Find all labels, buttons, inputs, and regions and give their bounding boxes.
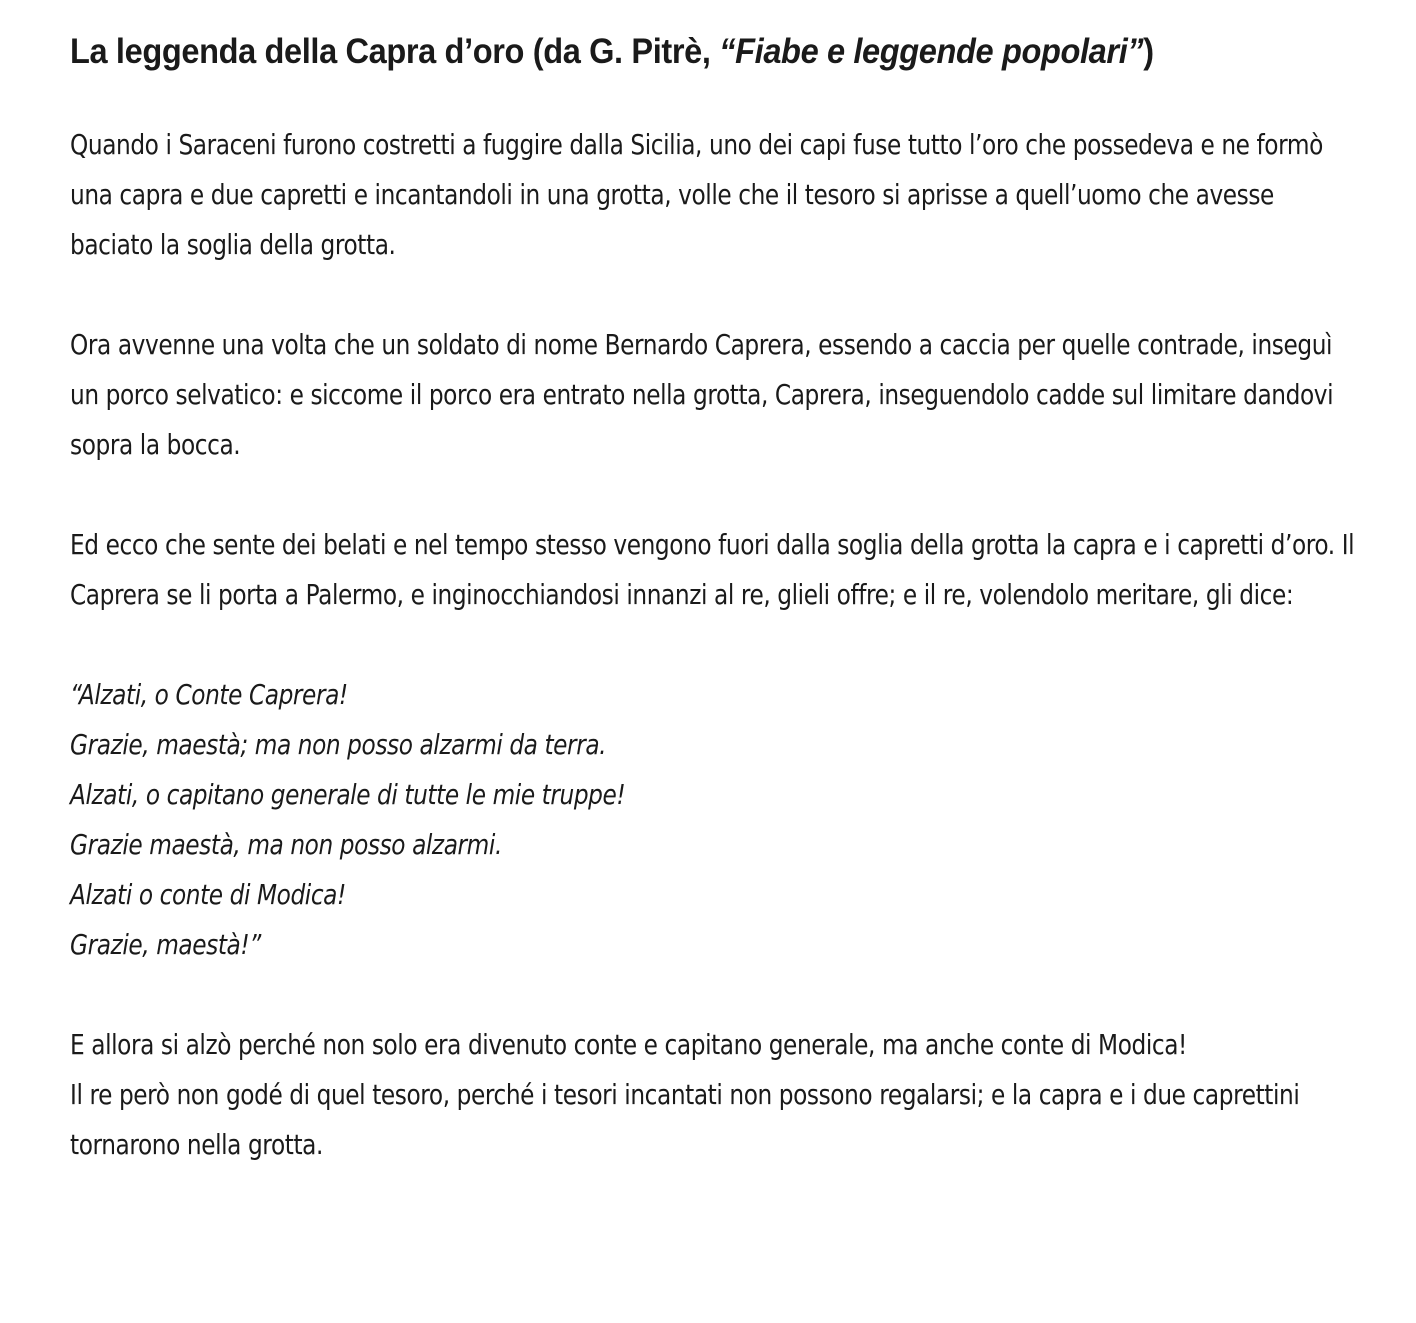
paragraph-2: Ora avvenne una volta che un soldato di nome Bernardo Caprera, essendo a caccia per quelle contrade, inseguì un porco selvatico: e siccome il porco era entrato nella grotta, Caprera, inseguendolo cadde sul limitare dandovi sopra la bocca. <box>70 328 1334 461</box>
paragraph-5: Il re però non godé di quel tesoro, perché i tesori incantati non possono regalarsi; e la capra e i due caprettini tornarono nella grotta. <box>70 1078 1300 1161</box>
paragraph-4: E allora si alzò perché non solo era divenuto conte e capitano generale, ma anche conte di Modica! <box>70 1028 1187 1061</box>
dialogue-line: “Alzati, o Conte Caprera! <box>70 678 348 711</box>
title-suffix: ) <box>1143 32 1154 71</box>
dialogue-line: Grazie, maestà!” <box>70 928 261 961</box>
article <box>70 22 1360 1170</box>
dialogue-line: Grazie, maestà; ma non posso alzarmi da terra. <box>70 728 607 761</box>
article-title <box>70 22 1270 82</box>
title-work: “Fiabe e leggende popolari” <box>719 32 1144 71</box>
dialogue-line: Alzati, o capitano generale di tutte le mie truppe! <box>70 778 626 811</box>
article-body <box>70 120 1360 1170</box>
title-prefix: La leggenda della Capra d’oro (da G. Pitrè, <box>70 32 720 71</box>
dialogue-verse <box>70 670 1360 970</box>
dialogue-line: Grazie maestà, ma non posso alzarmi. <box>70 828 502 861</box>
paragraph-3: Ed ecco che sente dei belati e nel tempo stesso vengono fuori dalla soglia della grotta la capra e i capretti d’oro. Il Caprera se li porta a Palermo, e inginocchiandosi innanzi al re, glieli offre; e il re, volendolo meritare, gli dice: <box>70 528 1355 611</box>
dialogue-line: Alzati o conte di Modica! <box>70 878 346 911</box>
paragraph-1: Quando i Saraceni furono costretti a fuggire dalla Sicilia, uno dei capi fuse tutto l’oro che possedeva e ne formò una capra e due capretti e incantandoli in una grotta, volle che il tesoro si aprisse a quell’uomo che avesse baciato la soglia della grotta. <box>70 128 1323 261</box>
